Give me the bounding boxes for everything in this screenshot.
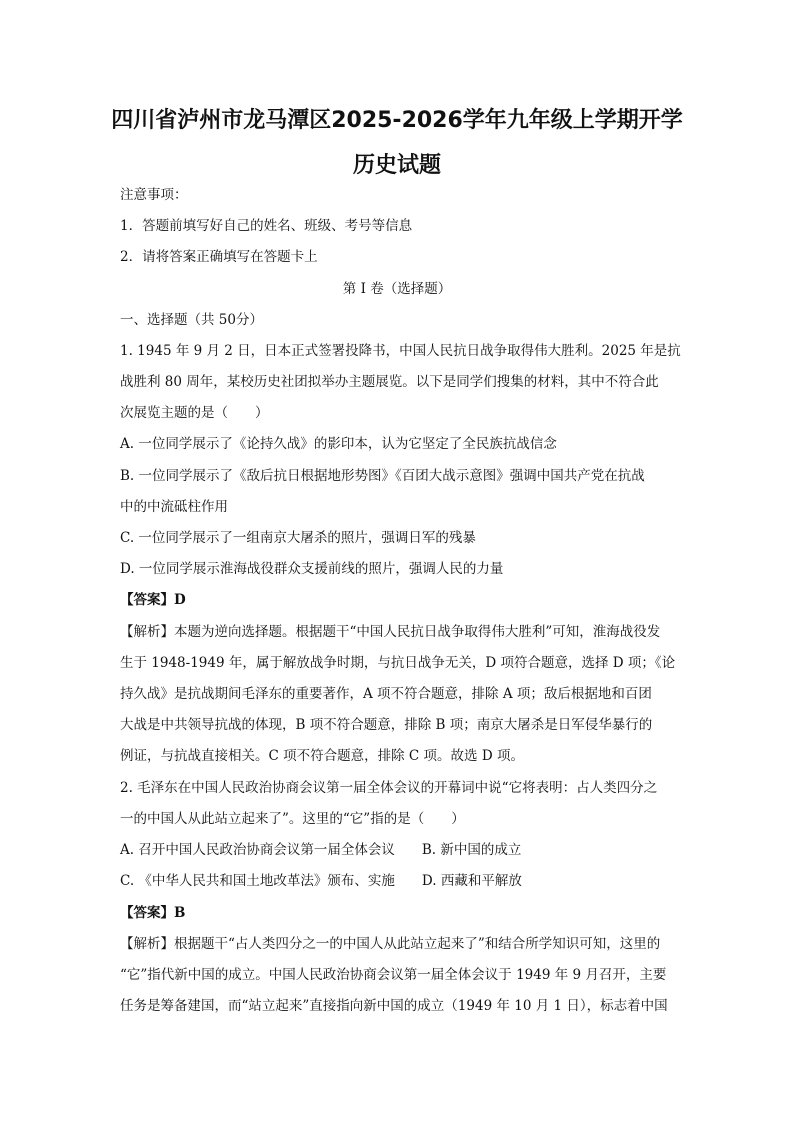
notice-heading: 注意事项： xyxy=(120,187,188,203)
q1-option-c: C. 一位同学展示了一组南京大屠杀的照片，强调日军的残暴 xyxy=(120,530,476,546)
exam-title-line2: 历史试题 xyxy=(352,153,441,178)
q1-stem-line: 次展览主题的是（ ） xyxy=(120,405,269,421)
q1-stem-line: 1. 1945 年 9 月 2 日，日本正式签署投降书，中国人民抗日战争取得伟大胜利。2025 年是抗 xyxy=(120,343,681,359)
notice-item-1: 1．答题前填写好自己的姓名、班级、考号等信息 xyxy=(120,218,413,234)
exam-title-line1: 四川省泸州市龙马潭区2025-2026学年九年级上学期开学 xyxy=(111,108,683,133)
q1-option-d: D. 一位同学展示淮海战役群众支援前线的照片，强调人民的力量 xyxy=(120,561,504,577)
q1-analysis-line: 持久战》是抗战期间毛泽东的重要著作，A 项不符合题意，排除 A 项；敌后根据地和百团 xyxy=(120,686,652,702)
notice-item-2: 2．请将答案正确填写在答题卡上 xyxy=(120,249,318,265)
q1-analysis-line: 生于 1948-1949 年，属于解放战争时期，与抗日战争无关，D 项符合题意，选择 D 项；《论 xyxy=(120,655,676,671)
q1-analysis-line: 【解析】本题为逆向选择题。根据题干“中国人民抗日战争取得伟大胜利”可知，淮海战役发 xyxy=(120,624,661,640)
q2-answer: 【答案】B xyxy=(120,905,186,921)
q1-option-b-line: 中的中流砥柱作用 xyxy=(120,499,228,515)
q2-stem-line: 2. 毛泽东在中国人民政治协商会议第一届全体会议的开幕词中说“它将表明：占人类四分之 xyxy=(120,780,658,796)
q2-options-row-2: C. 《中华人民共和国土地改革法》颁布、实施 D. 西藏和平解放 xyxy=(120,873,522,889)
q1-analysis-line: 例证，与抗战直接相关。C 项不符合题意，排除 C 项。故选 D 项。 xyxy=(120,748,524,764)
part-heading: 一、选择题（共 50分） xyxy=(120,312,263,328)
q2-stem-line: 一的中国人从此站立起来了”。这里的“它”指的是（ ） xyxy=(120,811,465,827)
q1-option-a: A. 一位同学展示了《论持久战》的影印本，认为它坚定了全民族抗战信念 xyxy=(120,436,557,452)
section-title: 第 I 卷（选择题） xyxy=(342,281,452,297)
q1-answer: 【答案】D xyxy=(120,592,186,608)
q2-analysis-line: “它”指代新中国的成立。中国人民政治协商会议第一届全体会议于 1949 年 9 月召开，主要 xyxy=(120,967,667,983)
q1-stem-line: 战胜利 80 周年，某校历史社团拟举办主题展览。以下是同学们搜集的材料，其中不符合此 xyxy=(120,374,659,390)
q2-options-row-1: A. 召开中国人民政治协商会议第一届全体会议 B. 新中国的成立 xyxy=(120,842,522,858)
q2-analysis-line: 任务是筹备建国，而“站立起来”直接指向新中国的成立（1949 年 10 月 1 日），标志着中国 xyxy=(120,998,668,1014)
q1-analysis-line: 大战是中共领导抗战的体现，B 项不符合题意，排除 B 项；南京大屠杀是日军侵华暴行的 xyxy=(120,717,653,733)
q2-analysis-line: 【解析】根据题干“占人类四分之一的中国人从此站立起来了”和结合所学知识可知，这里的 xyxy=(120,936,661,952)
q1-option-b-line: B. 一位同学展示了《敌后抗日根据地形势图》《百团大战示意图》强调中国共产党在抗战 xyxy=(120,468,645,484)
